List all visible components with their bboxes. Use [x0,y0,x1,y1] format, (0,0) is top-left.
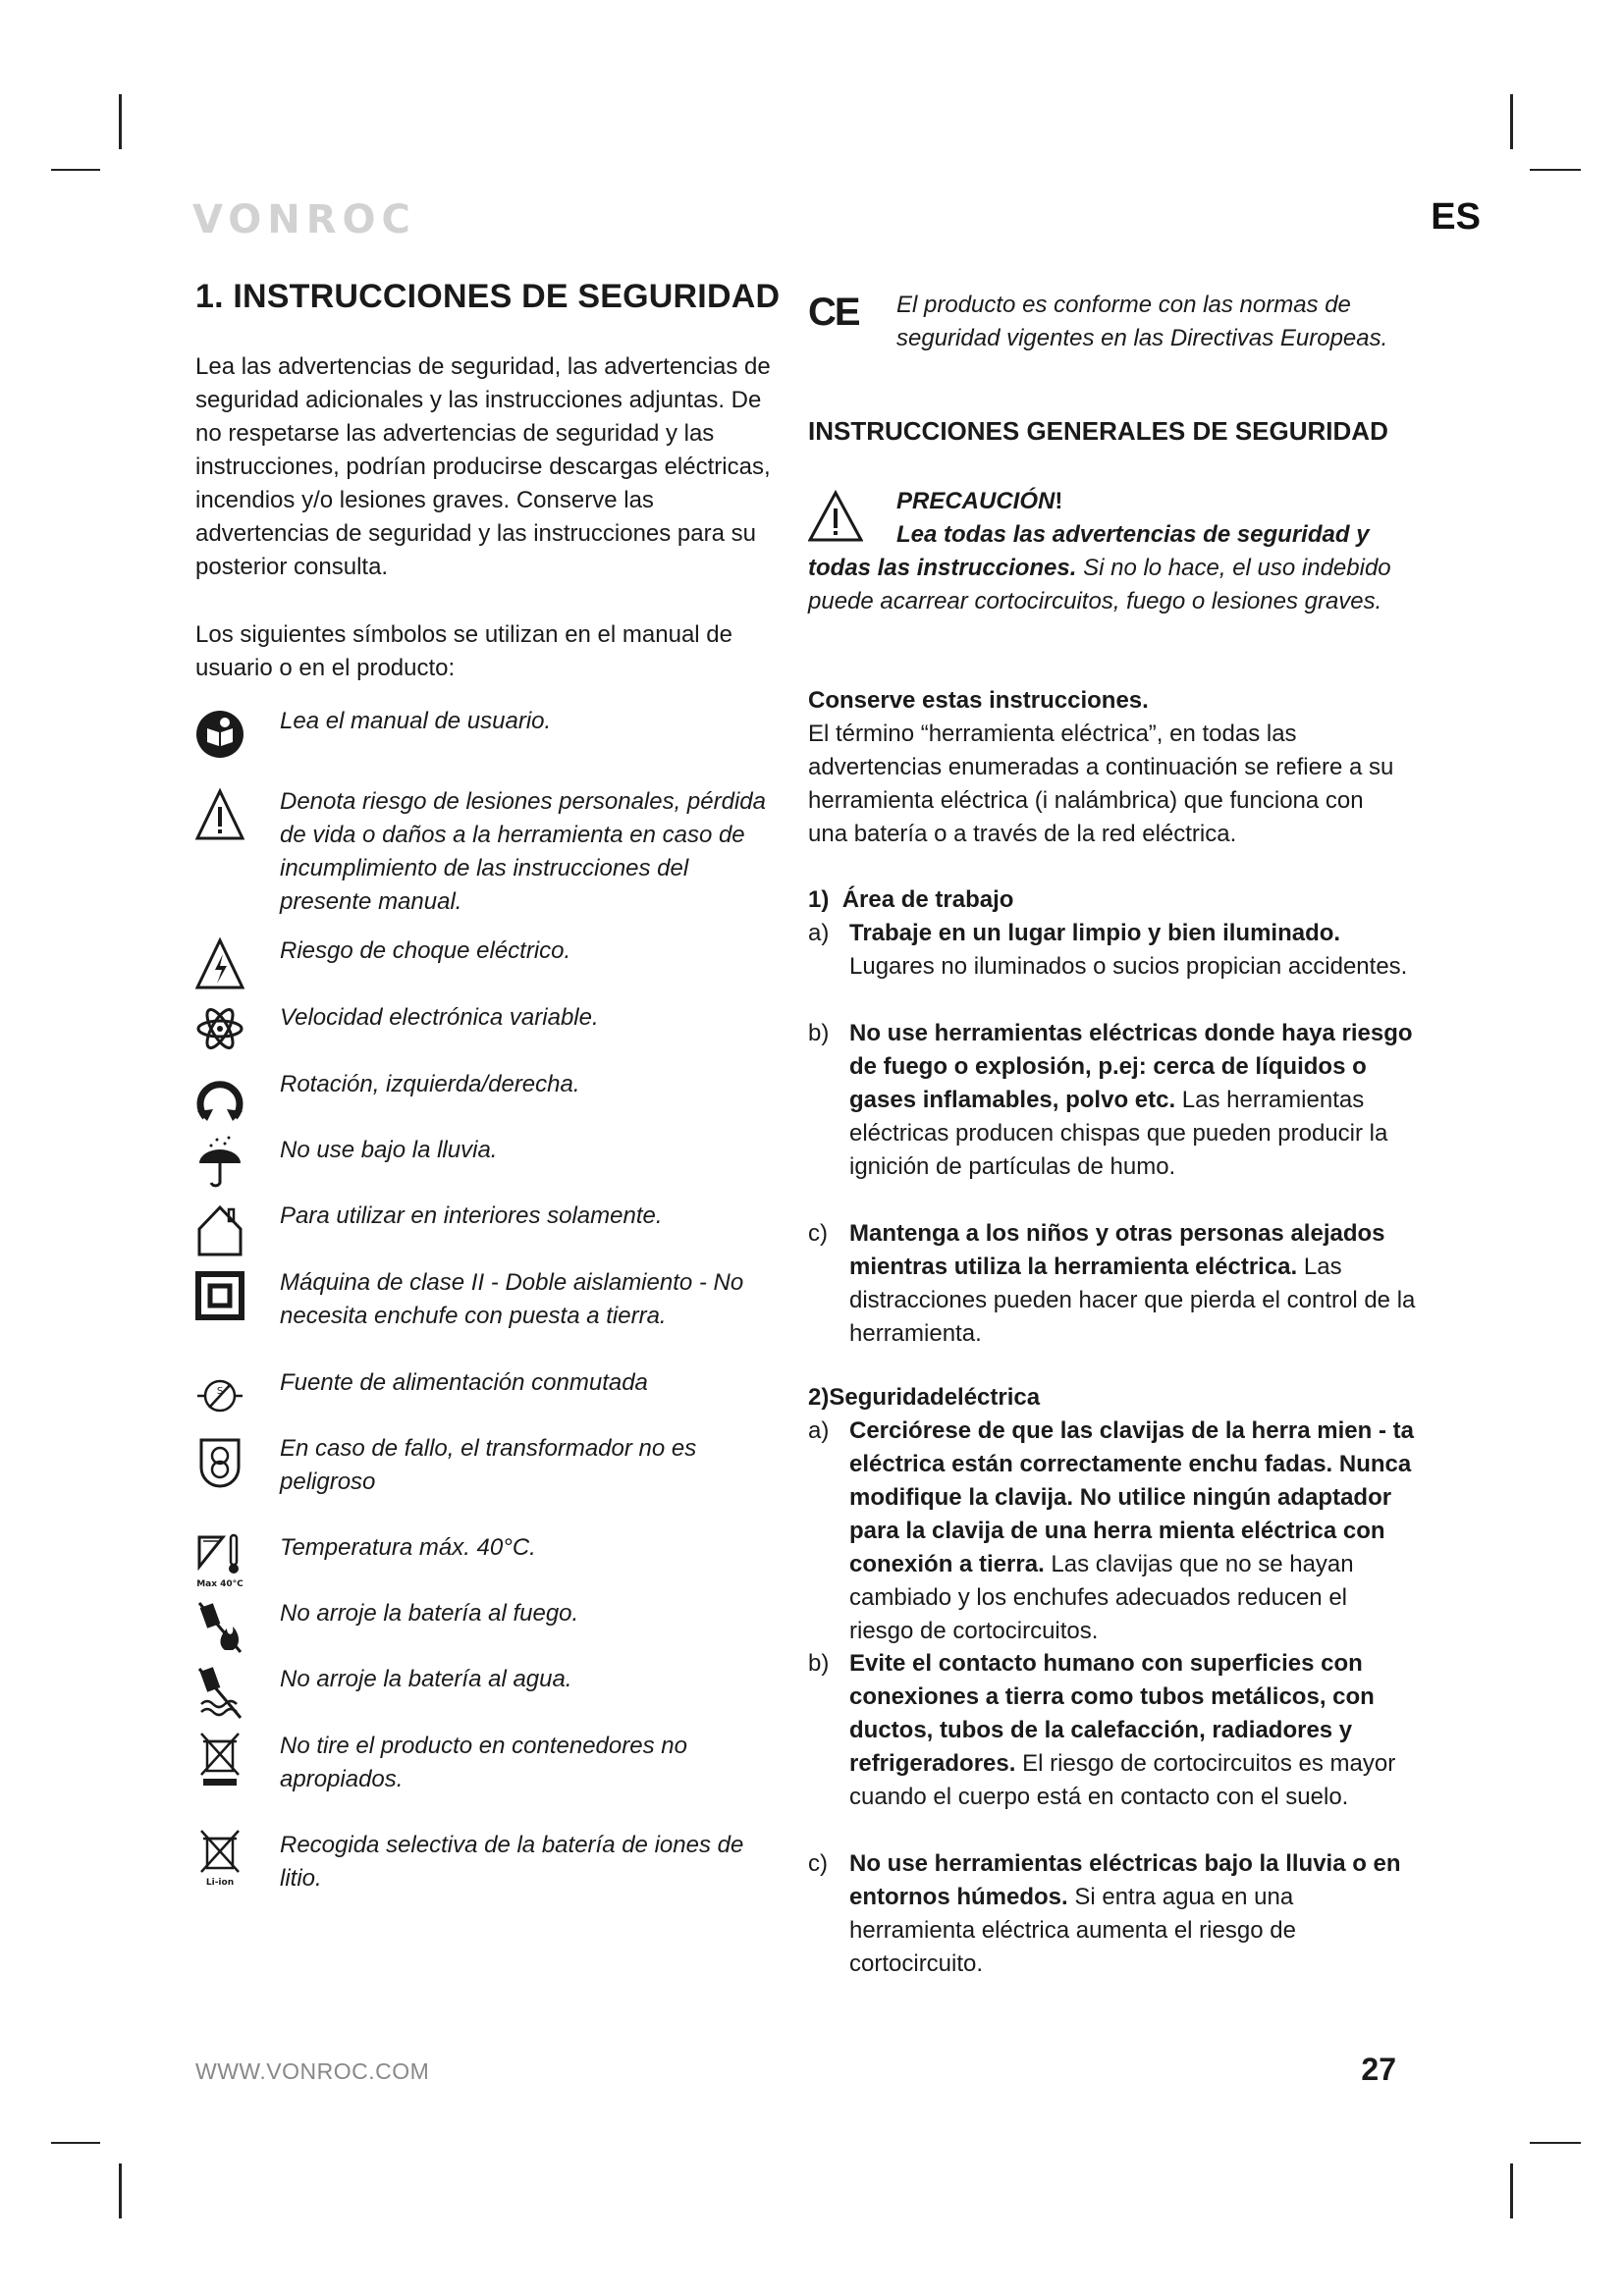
rotation-icon [195,1068,244,1127]
read-manual-icon [195,705,244,764]
electric-shock-icon [195,934,244,993]
section-title: 1. INSTRUCCIONES DE SEGURIDAD [195,278,781,315]
page-number: 27 [1361,2052,1396,2087]
list-item: b) Evite el contacto humano con superficies con conexiones a tierra como tubos metálicos, con ductos, tubos de la calefacción, radiadores y refrigeradores. El riesgo de cortocircuitos es mayor cuando el cuerpo está en contacto con el suelo. [808,1650,1396,1810]
no-water-icon [195,1663,244,1722]
website-link[interactable]: WWW.VONROC.COM [195,2058,430,2084]
list-item: b) No use herramientas eléctricas donde haya riesgo de fuego o explosión, p.ej: cerca de líquidos o gases inflamables, polvo etc. Las herramientas eléctricas producen chispas que pueden producir la ignición de partículas de humo. [808,1020,1413,1180]
symbol-row: Li-ion Recogida selectiva de la batería de iones de litio. [195,1829,785,1897]
symbol-row: No arroje la batería al fuego. [195,1597,785,1666]
crop-mark [1510,2163,1513,2218]
caution-text: Lea todas las advertencias de seguridad y todas las instrucciones. Si no lo hace, el uso indebido puede acarrear cortocircuitos, fuego o lesiones graves. [808,521,1391,614]
symbol-row: En caso de fallo, el transformador no es peligroso [195,1432,785,1501]
indoor-only-icon [195,1200,244,1258]
li-ion-recycle-icon [195,1829,244,1888]
list-item: c) No use herramientas eléctricas bajo la lluvia o en entornos húmedos. Si entra agua en una herramienta eléctrica aumenta el riesgo de cortocircuito. [808,1850,1401,1977]
no-rain-icon [195,1134,244,1193]
caution-heading: PRECAUCIÓN! [896,488,1063,514]
safe-transformer-icon [195,1432,244,1491]
weee-bin-icon [195,1730,244,1789]
symbol-row: Lea el manual de usuario. [195,705,785,774]
no-fire-icon [195,1597,244,1656]
max-temperature-icon [195,1531,244,1590]
ce-mark: CE [808,291,859,334]
crop-mark [1510,94,1513,149]
li-ion-label: Li-ion [205,1878,235,1888]
electronic-speed-icon [195,1001,244,1060]
electrical-safety-heading: 2)Seguridadeléctrica [808,1384,1041,1411]
list-item: c) Mantenga a los niños y otras personas alejados mientras utiliza la herramienta eléctrica. Las distracciones pueden hacer que pierda el control de la herramienta. [808,1220,1416,1347]
ce-text: El producto es conforme con las normas de seguridad vigentes en las Directivas Europeas. [896,292,1388,351]
symbols-intro: Los siguientes símbolos se utilizan en el manual de usuario o en el producto: [195,621,732,681]
symbol-row: Riesgo de choque eléctrico. [195,934,785,1003]
crop-mark [119,94,122,149]
list-item: a) Trabaje en un lugar limpio y bien iluminado. Lugares no iluminados o sucios propician accidentes. [808,920,1408,980]
keep-instructions-text: El término “herramienta eléctrica”, en todas las advertencias enumeradas a continuación se refiere a su herramienta eléctrica (i nalámbrica) que funciona con una batería o a través de la red eléctrica. [808,721,1394,847]
crop-mark [1530,2142,1581,2144]
crop-mark [51,2142,100,2144]
symbol-row: Rotación, izquierda/derecha. [195,1068,785,1137]
work-area-heading: 1) Área de trabajo [808,886,1014,913]
brand-logo: VONROC [192,197,416,242]
crop-mark [51,169,100,171]
symbol-row: Max 40°C Temperatura máx. 40°C. [195,1531,785,1600]
keep-instructions-title: Conserve estas instrucciones. [808,687,1149,714]
class-ii-icon [195,1266,244,1325]
crop-mark [119,2163,122,2218]
symbol-row: S Fuente de alimentación conmutada [195,1366,785,1435]
symbol-row: No tire el producto en contenedores no apropiados. [195,1730,785,1798]
symbol-row: Velocidad electrónica variable. [195,1001,785,1070]
language-code: ES [1431,196,1481,238]
symbol-row: No arroje la batería al agua. [195,1663,785,1732]
warning-triangle-icon [195,785,244,844]
symbol-row: Denota riesgo de lesiones personales, pérdida de vida o daños a la herramienta en caso de incumplimiento de las instrucciones del presente manual. [195,785,785,854]
list-item: a) Cerciórese de que las clavijas de la herra mien - ta eléctrica están correctamente enchu fadas. Nunca modifique la clavija. No utilice ningún adaptador para la clavija de una herra mienta eléctrica con conexión a tierra. Las clavijas que no se hayan cambiado y los enchufes adecuados reducen el riesgo de cortocircuitos. [808,1417,1414,1644]
svg-text:S: S [216,1386,224,1397]
symbol-row: Para utilizar en interiores solamente. [195,1200,785,1268]
intro-paragraph: Lea las advertencias de seguridad, las advertencias de seguridad adicionales y las instrucciones adjuntas. De no respetarse las advertencias de seguridad y las instrucciones, podrían producirse descargas eléctricas, incendios y/o lesiones graves. Conserve las advertencias de seguridad y las instrucciones para su posterior consulta. [195,353,771,580]
symbol-row: Máquina de clase II - Doble aislamiento - No necesita enchufe con puesta a tierra. [195,1266,785,1335]
crop-mark [1530,169,1581,171]
symbol-row: No use bajo la lluvia. [195,1134,785,1202]
max-temperature-label: Max 40°C [196,1579,244,1589]
switched-power-supply-icon [195,1366,244,1425]
general-safety-title: INSTRUCCIONES GENERALES DE SEGURIDAD [808,416,1388,446]
